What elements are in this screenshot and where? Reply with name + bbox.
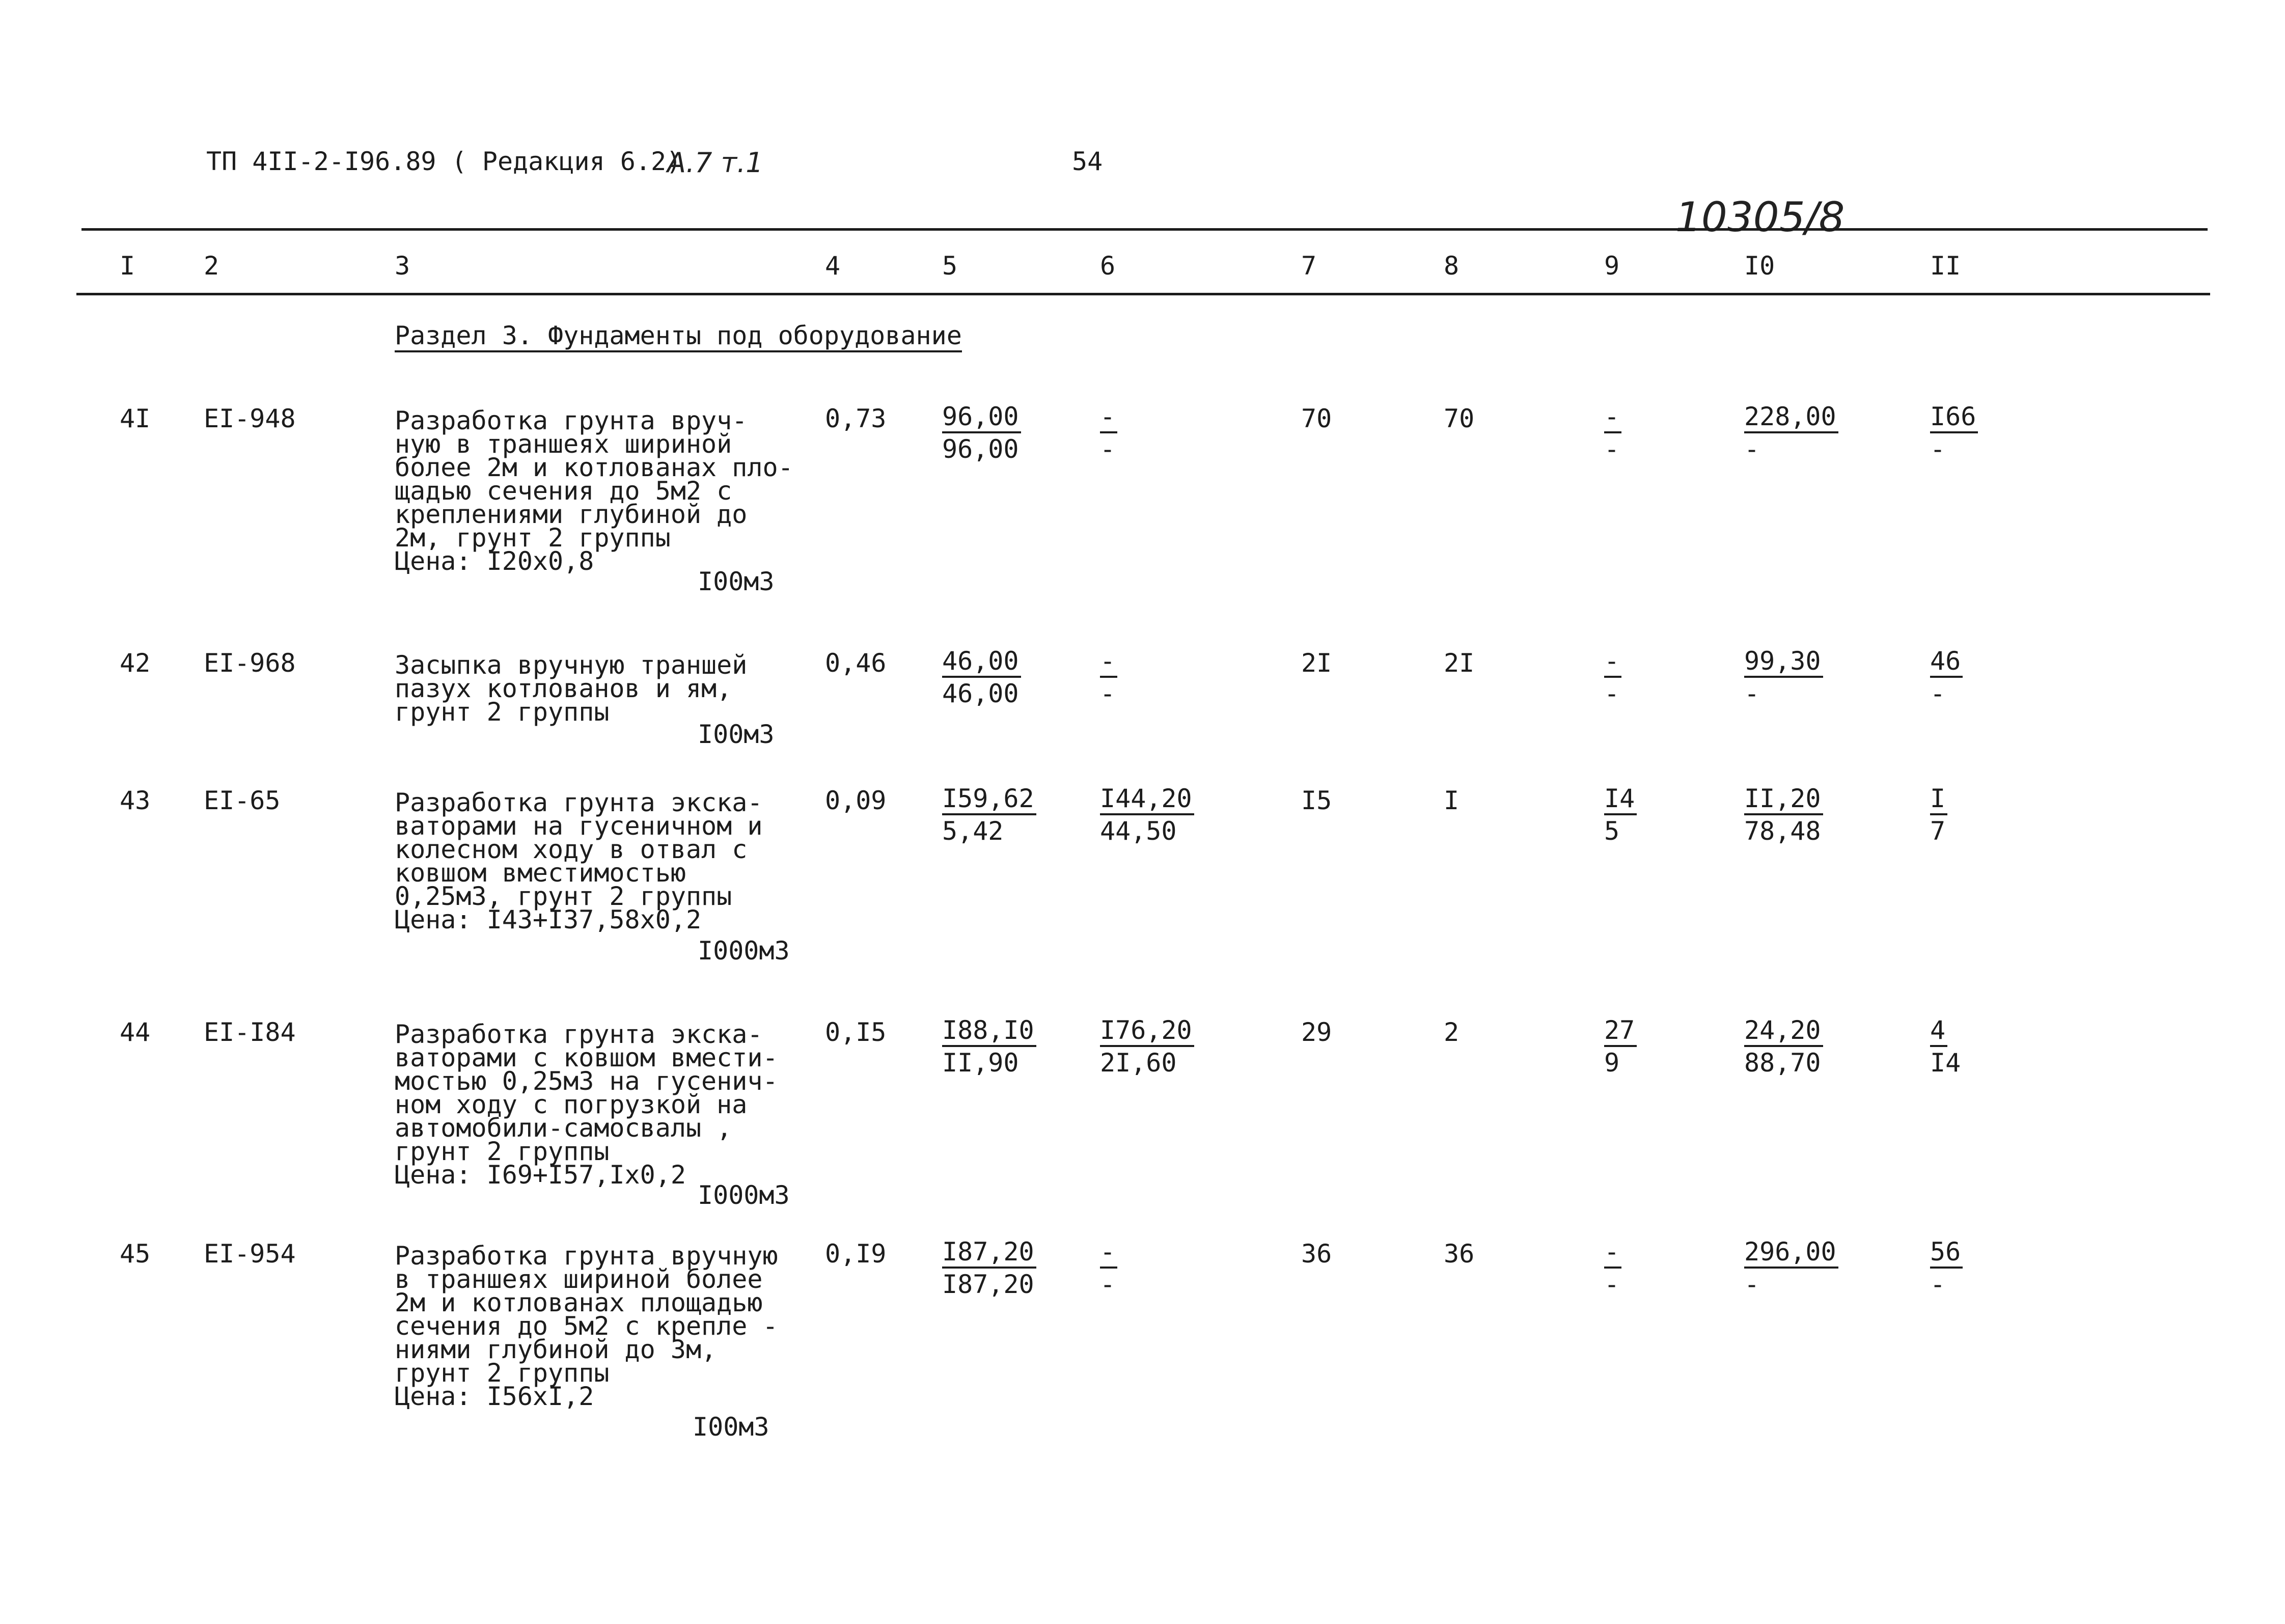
row-col10 (1744, 1237, 1838, 1300)
row-number: 44 (120, 1017, 151, 1047)
column-header-9: 9 (1604, 251, 1620, 281)
row-col10-denominator: - (1744, 1270, 1760, 1299)
row-col5 (942, 1237, 1036, 1300)
table-top-rule (81, 228, 2208, 231)
table-header-rule (76, 293, 2210, 295)
document-code: ТП 4II-2-I96.89 ( Редакция 6.2) (206, 147, 682, 176)
column-header-6: 6 (1100, 251, 1116, 281)
row-description: Разработка грунта экска- ваторами с ковшом вмести- мостью 0,25м3 на гусенич- ном ходу с погрузкой на автомобили-самосвалы , грунт 2 группы Цена: I69+I57,Iх0,2 (395, 1020, 778, 1190)
row-col9 (1604, 1015, 1637, 1079)
row-col11-numerator: 56 (1930, 1237, 1963, 1269)
row-col9-numerator: - (1604, 1237, 1621, 1269)
row-col5-numerator: I87,20 (942, 1237, 1036, 1269)
row-col11 (1930, 784, 1947, 847)
row-col5-numerator: 96,00 (942, 402, 1021, 433)
row-col6-denominator: 2I,60 (1100, 1048, 1177, 1078)
column-header-8: 8 (1444, 251, 1460, 281)
row-col9-denominator: 5 (1604, 816, 1620, 846)
row-col11 (1930, 402, 1978, 465)
row-col10-denominator: 78,48 (1744, 816, 1821, 846)
row-code: EI-954 (204, 1239, 296, 1269)
column-header-5: 5 (942, 251, 958, 281)
row-col7: 36 (1301, 1239, 1332, 1269)
row-col8: 2I (1444, 648, 1475, 678)
row-unit: I00м3 (698, 567, 775, 596)
row-col9-denominator: 9 (1604, 1048, 1620, 1078)
row-col6 (1100, 784, 1194, 847)
row-col9-denominator: - (1604, 679, 1620, 708)
row-description: Разработка грунта экска- ваторами на гусеничном и колесном ходу в отвал с ковшом вместимостью 0,25м3, грунт 2 группы Цена: I43+I37,58х0,2 (395, 788, 763, 934)
row-col6-numerator: - (1100, 402, 1117, 433)
row-col10-numerator: 296,00 (1744, 1237, 1838, 1269)
row-col6-denominator: - (1100, 679, 1116, 708)
column-header-7: 7 (1301, 251, 1317, 281)
row-col10-numerator: 228,00 (1744, 402, 1838, 433)
row-col8: I (1444, 786, 1460, 815)
row-code: EI-948 (204, 404, 296, 433)
row-unit: I000м3 (698, 936, 790, 966)
row-description: Разработка грунта вруч- ную в траншеях шириной более 2м и котлованах пло- щадью сечения до 5м2 с креплениями глубиной до 2м, грунт 2 группы Цена: I20х0,8 (395, 406, 793, 576)
row-col5 (942, 1015, 1036, 1079)
row-col7: I5 (1301, 786, 1332, 815)
row-col9-numerator: - (1604, 646, 1621, 678)
row-col6-numerator: - (1100, 1237, 1117, 1269)
row-col6 (1100, 1015, 1194, 1079)
row-col6-numerator: - (1100, 646, 1117, 678)
row-col10 (1744, 402, 1838, 465)
row-col6 (1100, 1237, 1117, 1300)
row-col7: 29 (1301, 1017, 1332, 1047)
row-col9-numerator: - (1604, 402, 1621, 433)
row-col11-denominator: - (1930, 679, 1946, 708)
row-description: Засыпка вручную траншей пазух котлованов и ям, грунт 2 группы (395, 650, 748, 727)
page-number: 54 (1072, 147, 1103, 176)
row-col10-denominator: - (1744, 434, 1760, 464)
row-col9 (1604, 646, 1621, 709)
row-col10 (1744, 646, 1823, 709)
row-col5-denominator: 5,42 (942, 816, 1004, 846)
row-number: 42 (120, 648, 151, 678)
row-col4: 0,I5 (825, 1017, 887, 1047)
row-col9-denominator: - (1604, 1270, 1620, 1299)
column-header-2: 2 (204, 251, 219, 281)
row-col9 (1604, 402, 1621, 465)
row-col6 (1100, 402, 1117, 465)
column-header-3: 3 (395, 251, 410, 281)
row-col9 (1604, 1237, 1621, 1300)
row-col9-denominator: - (1604, 434, 1620, 464)
row-col4: 0,46 (825, 648, 887, 678)
row-col10-numerator: II,20 (1744, 784, 1823, 815)
row-col11 (1930, 1015, 1961, 1079)
row-col8: 70 (1444, 404, 1475, 433)
handwritten-number: 10305/8 (1675, 194, 1845, 241)
row-code: EI-I84 (204, 1017, 296, 1047)
row-col10-denominator: - (1744, 679, 1760, 708)
row-col5 (942, 402, 1021, 465)
row-col5-denominator: II,90 (942, 1048, 1019, 1078)
row-col4: 0,73 (825, 404, 887, 433)
handwritten-reference: А.7 т.1 (667, 147, 763, 179)
row-number: 43 (120, 786, 151, 815)
row-unit: I000м3 (698, 1180, 790, 1210)
row-col6-denominator: - (1100, 1270, 1116, 1299)
row-col11-denominator: 7 (1930, 816, 1946, 846)
row-unit: I00м3 (698, 720, 775, 749)
row-col6-numerator: I76,20 (1100, 1015, 1194, 1047)
row-col11-denominator: I4 (1930, 1048, 1961, 1078)
row-col7: 70 (1301, 404, 1332, 433)
row-col10-denominator: 88,70 (1744, 1048, 1821, 1078)
row-number: 4I (120, 404, 151, 433)
row-col8: 36 (1444, 1239, 1475, 1269)
row-col5-denominator: I87,20 (942, 1270, 1034, 1299)
column-header-4: 4 (825, 251, 841, 281)
row-col5-denominator: 46,00 (942, 679, 1019, 708)
row-col10-numerator: 24,20 (1744, 1015, 1823, 1047)
row-code: EI-65 (204, 786, 281, 815)
row-col5 (942, 784, 1036, 847)
row-col11-denominator: - (1930, 434, 1946, 464)
row-col11-numerator: I (1930, 784, 1947, 815)
row-col11-numerator: 4 (1930, 1015, 1947, 1047)
row-col9 (1604, 784, 1637, 847)
row-col5-denominator: 96,00 (942, 434, 1019, 464)
row-col5-numerator: I88,I0 (942, 1015, 1036, 1047)
row-description: Разработка грунта вручную в траншеях шириной более 2м и котлованах площадью сечения до 5м2 с крепле - ниями глубиной до 3м, грунт 2 группы Цена: I56хI,2 (395, 1241, 778, 1411)
row-col11 (1930, 646, 1963, 709)
row-col5-numerator: 46,00 (942, 646, 1021, 678)
row-col10 (1744, 1015, 1823, 1079)
row-unit: I00м3 (693, 1412, 769, 1442)
row-col7: 2I (1301, 648, 1332, 678)
column-header-1: I (120, 251, 135, 281)
column-header-11: II (1930, 251, 1961, 281)
row-col6 (1100, 646, 1117, 709)
row-col11-numerator: 46 (1930, 646, 1963, 678)
row-col5-numerator: I59,62 (942, 784, 1036, 815)
row-col6-denominator: - (1100, 434, 1116, 464)
row-col6-denominator: 44,50 (1100, 816, 1177, 846)
row-col4: 0,I9 (825, 1239, 887, 1269)
row-col11 (1930, 1237, 1963, 1300)
row-col6-numerator: I44,20 (1100, 784, 1194, 815)
column-header-10: I0 (1744, 251, 1775, 281)
row-col11-denominator: - (1930, 1270, 1946, 1299)
section-title: Раздел 3. Фундаменты под оборудование (395, 321, 962, 352)
row-number: 45 (120, 1239, 151, 1269)
row-code: EI-968 (204, 648, 296, 678)
row-col11-numerator: I66 (1930, 402, 1978, 433)
row-col8: 2 (1444, 1017, 1460, 1047)
row-col10-numerator: 99,30 (1744, 646, 1823, 678)
row-col9-numerator: I4 (1604, 784, 1637, 815)
row-col4: 0,09 (825, 786, 887, 815)
row-col5 (942, 646, 1021, 709)
row-col9-numerator: 27 (1604, 1015, 1637, 1047)
row-col10 (1744, 784, 1823, 847)
